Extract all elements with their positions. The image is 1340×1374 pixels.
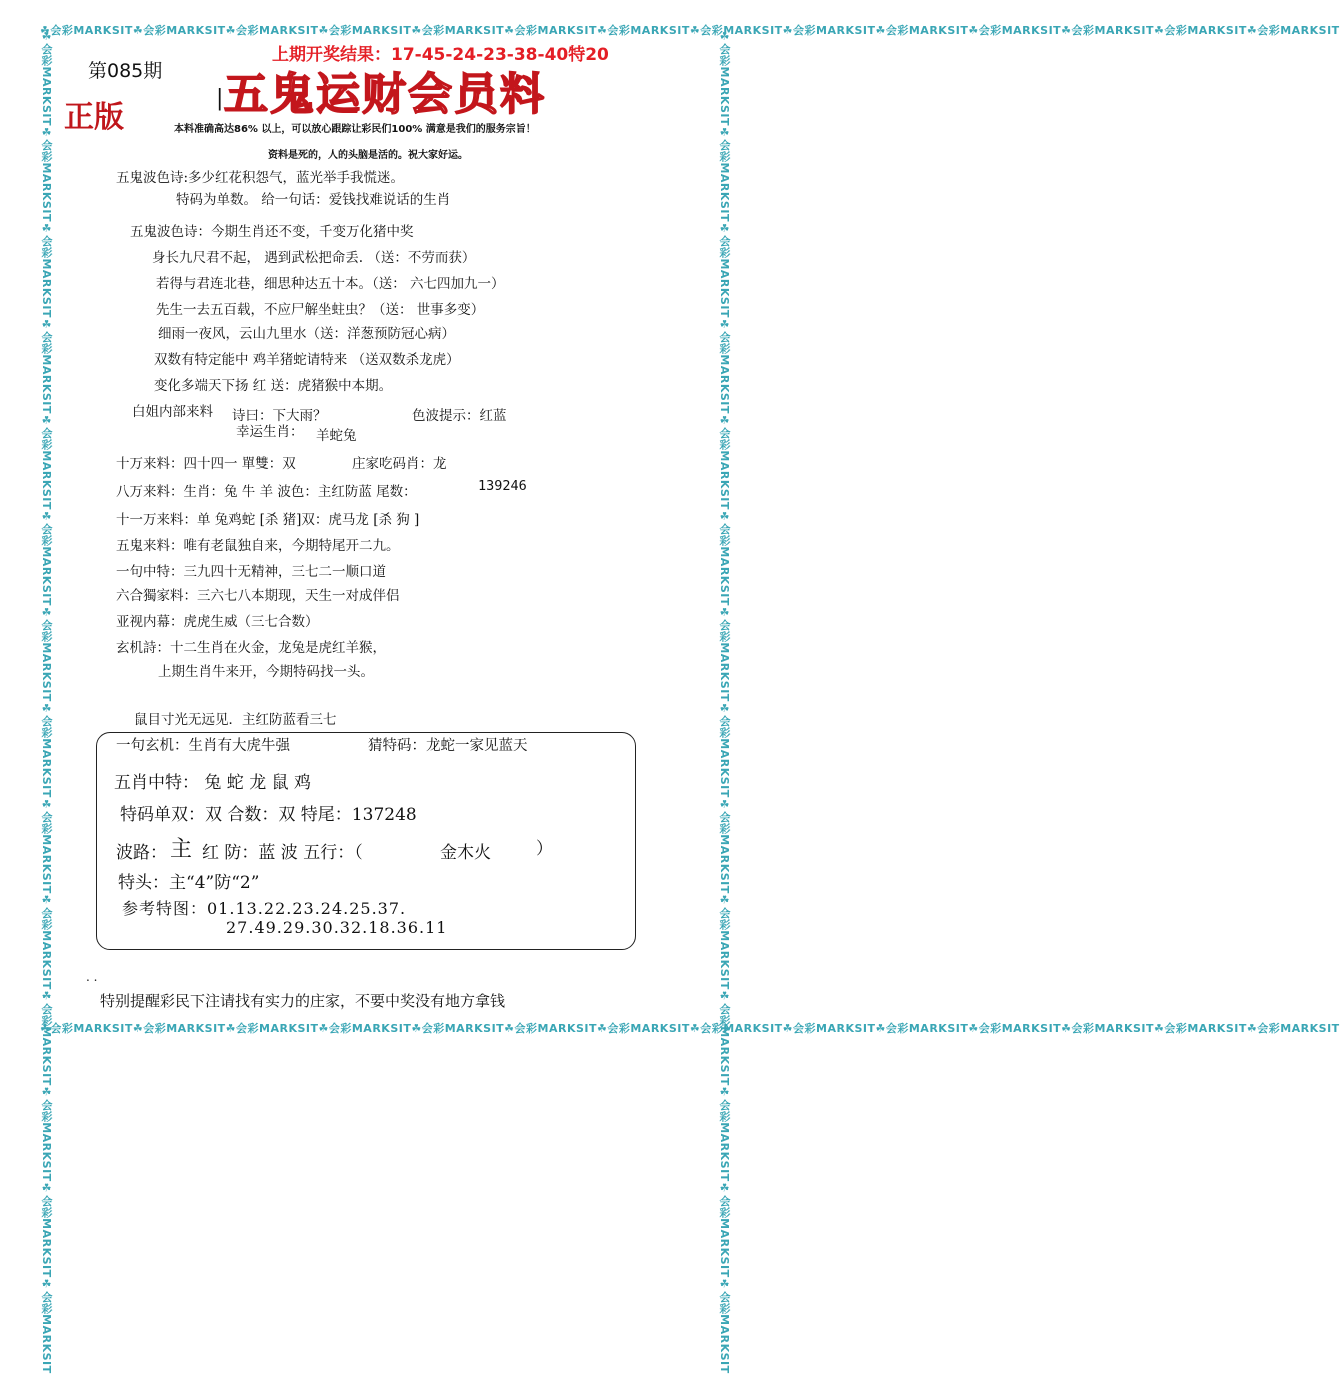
poem-line-2: 特码为单数。 给一句话：爱钱找难说话的生肖 — [176, 192, 451, 208]
five-zodiac-pick: 五肖中特： 兔 蛇 龙 鼠 鸡 — [114, 773, 312, 793]
wave-label: 波路： — [116, 843, 167, 863]
border-watermark-left: ☘会彩MARKSIT☘会彩MARKSIT☘会彩MARKSIT☘会彩MARKSIT☘会彩MARKSIT☘会彩MARKSIT☘会彩MARKSIT☘会彩MARKSIT☘会彩MARKSIT☘会彩MARKSIT☘会彩MARKSIT☘会彩MARKSIT☘会彩MARKSIT☘会彩MARKSIT — [40, 30, 53, 1374]
mouse-eye-line: 鼠目寸光无远见．主红防蓝看三七 — [134, 712, 337, 728]
tip-80k: 八万来料：生肖：兔 牛 羊 波色：主红防蓝 尾数： — [116, 484, 417, 500]
last-draw-result: 上期开奖结果：17-45-24-23-38-40特20 — [272, 45, 609, 65]
motto-text: 资料是死的，人的头脑是活的。祝大家好运。 — [268, 150, 468, 161]
border-watermark-bottom: ☘会彩MARKSIT☘会彩MARKSIT☘会彩MARKSIT☘会彩MARKSIT☘会彩MARKSIT☘会彩MARKSIT☘会彩MARKSIT☘会彩MARKSIT☘会彩MARKSIT☘会彩MARKSIT☘会彩MARKSIT☘会彩MARKSIT☘会彩MARKSIT☘会彩MARKSIT — [40, 1022, 1340, 1035]
tip-110k: 十一万来料：单 兔鸡蛇 [杀 猪]双：虎马龙 [杀 狗 ] — [116, 512, 420, 528]
exclusive-tip: 六合獨家料：三六七八本期现，天生一对成伴侣 — [116, 588, 400, 604]
slogan-text: 本料准确高达86% 以上，可以放心跟踪让彩民们100% 满意是我们的服务宗旨！ — [174, 124, 536, 135]
poem-line-8: 双数有特定能中 鸡羊猪蛇请特来 （送双数杀龙虎） — [154, 352, 460, 368]
five-ghost-tip: 五鬼来料：唯有老鼠独自来，今期特尾开二九。 — [116, 538, 400, 554]
tip-100k: 十万来料：四十四一 單雙：双 — [116, 456, 296, 472]
reference-numbers-2: 27.49.29.30.32.18.36.11 — [226, 918, 448, 937]
poem-hint: 诗曰：下大雨？ — [232, 408, 327, 424]
five-elements-close: ） — [536, 839, 553, 859]
wave-detail: 红 防：蓝 波 五行：（ — [202, 843, 363, 863]
wave-main: 主 — [170, 837, 193, 862]
color-wave-hint: 色波提示：红蓝 — [412, 408, 507, 424]
title-divider: | — [216, 86, 224, 111]
footer-reminder: 特别提醒彩民下注请找有实力的庄家，不要中奖没有地方拿钱 — [100, 992, 506, 1010]
guess-special: 猜特码：龙蛇一家见蓝天 — [368, 738, 528, 754]
poem-line-3: 五鬼波色诗：今期生肖还不变，千变万化猪中奖 — [130, 224, 414, 240]
tail-numbers: 139246 — [478, 478, 527, 494]
issue-number: 第085期 — [88, 60, 163, 82]
border-watermark-right: ☘会彩MARKSIT☘会彩MARKSIT☘会彩MARKSIT☘会彩MARKSIT☘会彩MARKSIT☘会彩MARKSIT☘会彩MARKSIT☘会彩MARKSIT☘会彩MARKSIT☘会彩MARKSIT☘会彩MARKSIT☘会彩MARKSIT☘会彩MARKSIT☘会彩MARKSIT — [718, 30, 731, 1374]
mystic-poem-2: 上期生肖牛来开，今期特码找一头。 — [158, 664, 374, 680]
lucky-zodiac-value: 羊蛇兔 — [316, 428, 357, 444]
poem-line-6: 先生一去五百载，不应尸解坐蛀虫？（送： 世事多变） — [156, 302, 485, 318]
odd-even-tail: 特码单双：双 合数：双 特尾：137248 — [120, 805, 417, 825]
head-number: 特头：主“4”防“2” — [118, 873, 260, 893]
banker-pick: 庄家吃码肖：龙 — [352, 456, 447, 472]
five-elements: 金木火 — [440, 843, 491, 863]
poem-line-5: 若得与君连北巷，细思种达五十本。（送： 六七四加九一） — [156, 276, 505, 292]
mystic-poem-1: 玄机詩：十二生肖在火金，龙兔是虎红羊猴， — [116, 640, 386, 656]
page-title: 五鬼运财会员料 — [224, 69, 546, 120]
poem-line-7: 细雨一夜风，云山九里水（送：洋葱预防冠心病） — [158, 326, 455, 342]
one-line-hit: 一句中特：三九四十无精神，三七二一顺口道 — [116, 564, 386, 580]
poem-line-4: 身长九尺君不起， 遇到武松把命丢. （送：不劳而获） — [152, 250, 476, 266]
genuine-badge: 正版 — [64, 100, 124, 135]
poem-line-1: 五鬼波色诗:多少红花积怨气，蓝光举手我慌迷。 — [116, 170, 405, 186]
footer-dots: . . — [86, 970, 98, 984]
mystic-one-line: 一句玄机：生肖有大虎牛强 — [116, 738, 290, 754]
asia-tv-inside: 亚视内幕：虎虎生威（三七合数） — [116, 614, 319, 630]
border-watermark-top: ☘会彩MARKSIT☘会彩MARKSIT☘会彩MARKSIT☘会彩MARKSIT☘会彩MARKSIT☘会彩MARKSIT☘会彩MARKSIT☘会彩MARKSIT☘会彩MARKSIT☘会彩MARKSIT☘会彩MARKSIT☘会彩MARKSIT☘会彩MARKSIT☘会彩MARKSIT — [40, 24, 1340, 37]
lucky-zodiac-label: 幸运生肖： — [236, 424, 304, 440]
insider-label: 白姐内部来料 — [132, 404, 213, 420]
poem-line-9: 变化多端天下扬 红 送：虎猪猴中本期。 — [154, 378, 393, 394]
reference-numbers-1: 参考特图：01.13.22.23.24.25.37. — [122, 899, 407, 918]
